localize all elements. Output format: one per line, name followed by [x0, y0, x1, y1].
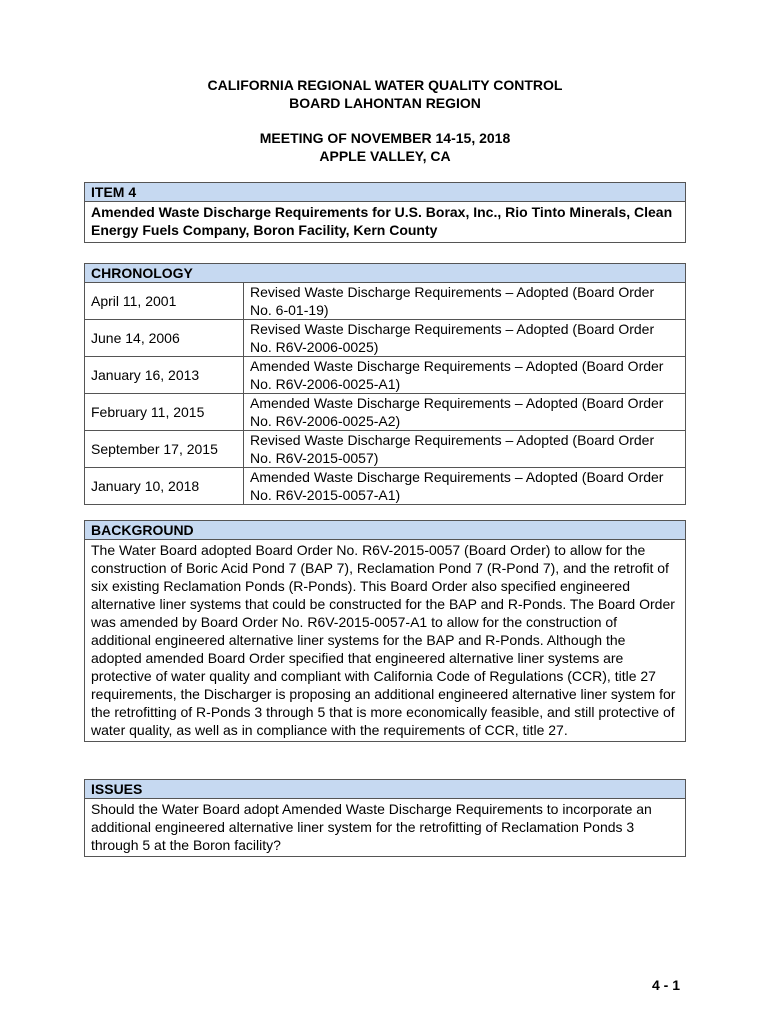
- chronology-box: [84, 263, 686, 505]
- header-line-2: BOARD LAHONTAN REGION: [289, 95, 481, 111]
- item-label: ITEM 4: [85, 183, 685, 202]
- table-row: [85, 431, 685, 468]
- chronology-event: Amended Waste Discharge Requirements – Adopted (Board Order No. R6V-2015-0057-A1): [244, 468, 686, 505]
- chronology-event: Revised Waste Discharge Requirements – Adopted (Board Order No. 6-01-19): [250, 284, 655, 318]
- chronology-label: CHRONOLOGY: [85, 264, 685, 283]
- page-number: 4 - 1: [651, 977, 680, 993]
- chronology-event: Revised Waste Discharge Requirements – Adopted (Board Order No. R6V-2006-0025): [244, 320, 686, 357]
- table-row: [85, 357, 685, 394]
- chronology-event: Amended Waste Discharge Requirements – Adopted (Board Order No. R6V-2006-0025-A2): [244, 394, 686, 431]
- table-row: [85, 394, 685, 431]
- meeting-location: APPLE VALLEY, CA: [319, 148, 451, 164]
- chronology-date: June 14, 2006: [85, 320, 244, 357]
- background-box: [84, 520, 686, 742]
- item-title: Amended Waste Discharge Requirements for U.S. Borax, Inc., Rio Tinto Minerals, Clean Energy Fuels Company, Boron Facility, Kern County: [91, 204, 673, 238]
- background-label: BACKGROUND: [85, 521, 685, 540]
- issues-label: ISSUES: [85, 780, 685, 799]
- item-box: [84, 182, 686, 243]
- table-row: [85, 283, 685, 320]
- chronology-date: April 11, 2001: [85, 283, 244, 320]
- table-row: [85, 320, 685, 357]
- issues-text: Should the Water Board adopt Amended Waste Discharge Requirements to incorporate an additional engineered alternative liner system for the retrofitting of Reclamation Ponds 3 through 5 at the Boron facility?: [91, 801, 652, 853]
- chronology-date: January 16, 2013: [85, 357, 244, 394]
- meeting-date: MEETING OF NOVEMBER 14-15, 2018: [259, 130, 511, 146]
- chronology-event: Amended Waste Discharge Requirements – Adopted (Board Order No. R6V-2006-0025-A1): [244, 357, 686, 394]
- chronology-event: Revised Waste Discharge Requirements – Adopted (Board Order No. R6V-2015-0057): [244, 431, 686, 468]
- chronology-date: September 17, 2015: [85, 431, 244, 468]
- background-text: The Water Board adopted Board Order No. R6V-2015-0057 (Board Order) to allow for the construction of Boric Acid Pond 7 (BAP 7), Reclamation Pond 7 (R-Pond 7), and the retrofit of six existing Reclamation Ponds (R-Ponds). This Board Order also specified engineered alternative liner systems that could be constructed for the BAP and R-Ponds. The Board Order was amended by Board Order No. R6V-2015-0057-A1 to allow for the construction of additional engineered alternative liner systems for the BAP and R-Ponds. Although the adopted amended Board Order specified that engineered alternative liner systems are protective of water quality and compliant with California Code of Regulations (CCR), title 27 requirements, the Discharger is proposing an additional engineered alternative liner system for the retrofitting of R-Ponds 3 through 5 that is more economically feasible, and still protective of water quality, as well as in compliance with the requirements of CCR, title 27.: [91, 542, 676, 738]
- issues-box: [84, 779, 686, 857]
- chronology-date: January 10, 2018: [85, 468, 244, 505]
- chronology-date: February 11, 2015: [85, 394, 244, 431]
- header-line-1: CALIFORNIA REGIONAL WATER QUALITY CONTROL: [207, 77, 563, 93]
- table-row: [85, 468, 685, 505]
- chronology-table: [85, 283, 685, 504]
